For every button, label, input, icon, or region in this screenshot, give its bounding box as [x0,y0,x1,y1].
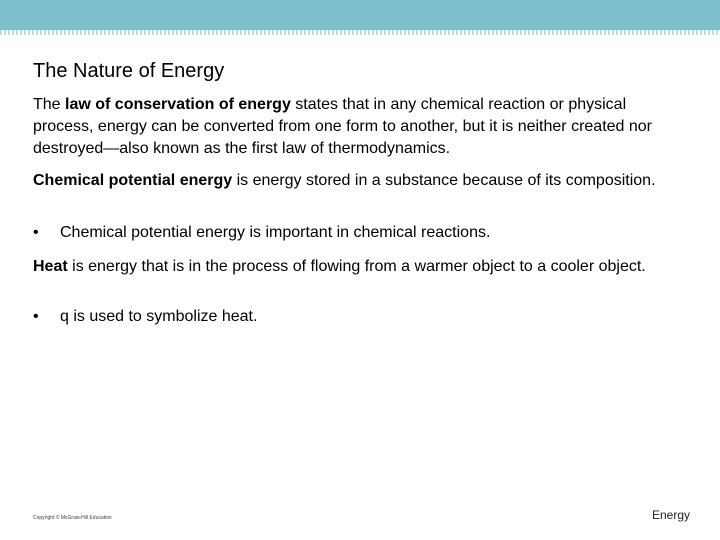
bullet-text: q is used to symbolize heat. [60,308,258,325]
slide-title: The Nature of Energy [33,60,225,82]
header-rule [0,30,720,35]
term-chemical-potential-energy: Chemical potential energy [33,172,233,189]
paragraph-body: is energy that is in the process of flowing from a warmer object to a cooler object. [67,258,646,275]
copyright-notice: Copyright © McGraw-Hill Education [33,515,112,521]
bullet-marker: • [33,308,39,325]
paragraph-body: is energy stored in a substance because of its composition. [232,172,656,189]
paragraph-prefix: The [33,96,66,113]
paragraph-body: states that in any chemical reaction or physical process, energy can be converted from one form to another, but it is neither created nor destroyed—also known as the first law of thermodynamics. [33,96,653,157]
bullet-marker: • [33,224,39,241]
paragraph-chemical-potential-energy [33,170,683,192]
bullet-text: Chemical potential energy is important in chemical reactions. [60,224,491,241]
footer-section-label: Energy [651,508,690,522]
term-heat: Heat [33,258,68,275]
term-law-of-conservation: law of conservation of energy [65,96,291,113]
paragraph-heat [33,256,683,278]
header-band [0,0,720,30]
paragraph-conservation-of-energy [33,94,683,160]
